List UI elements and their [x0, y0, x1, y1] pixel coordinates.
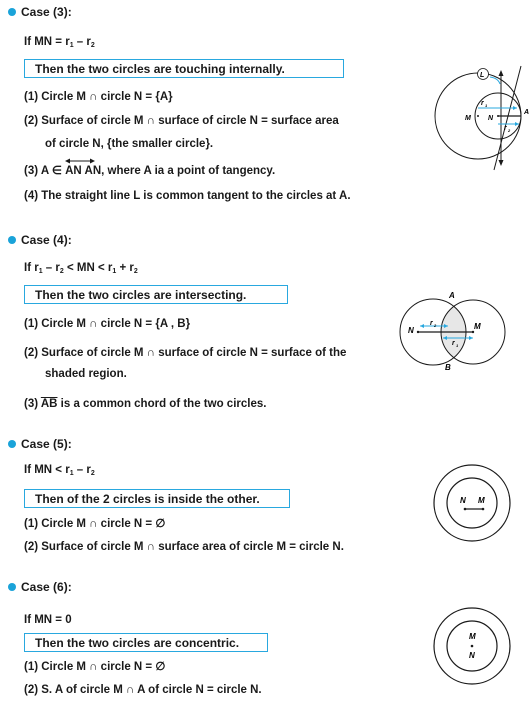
case6-item1: (1) Circle M ∩ circle N = ∅: [24, 661, 166, 673]
case5-boxed-statement: Then of the 2 circles is inside the other.: [24, 489, 290, 508]
case3-condition: If MN = $r_1 - r_2$: [24, 36, 95, 49]
label-m: M: [478, 496, 485, 505]
case4-boxed-statement: Then the two circles are intersecting.: [24, 285, 288, 304]
case5-item2: (2) Surface of circle M ∩ surface area of circle M = circle N.: [24, 541, 344, 553]
label-n: N: [488, 115, 494, 122]
chord-ab: $\overline{AB}$: [40, 398, 58, 410]
label-a: A: [449, 291, 455, 300]
svg-text:2: 2: [508, 128, 511, 133]
case5-figure: [432, 463, 512, 543]
case6-boxed-statement: Then the two circles are concentric.: [24, 633, 268, 652]
bullet-icon: [8, 236, 16, 244]
case4-figure: [400, 292, 510, 372]
svg-text:1: 1: [485, 103, 488, 108]
label-l: L: [480, 72, 485, 79]
label-n: N: [408, 326, 414, 335]
case3-item3: (3) A ∈ AN AN, where A ia a point of tangency.: [24, 163, 275, 177]
case6-figure: [432, 606, 512, 686]
case4-heading: Case (4):: [8, 233, 72, 247]
label-a: A: [524, 109, 530, 116]
svg-text:1: 1: [456, 343, 459, 348]
case3-item4: (4) The straight line L is common tangent to the circles at A.: [24, 190, 351, 202]
label-r1: r: [481, 100, 484, 107]
label-m: M: [469, 632, 476, 641]
bullet-icon: [8, 583, 16, 591]
svg-text:2: 2: [434, 323, 437, 328]
case3-item2-cont: of circle N, {the smaller circle}.: [45, 138, 214, 150]
label-r2: r: [430, 320, 433, 327]
bullet-icon: [8, 440, 16, 448]
case6-condition: If MN = 0: [24, 614, 72, 626]
case3-figure: [428, 68, 531, 178]
case4-condition: If $r_1 - r_2$ < MN < $r_1 + r_2$: [24, 262, 138, 275]
case3-item1: (1) Circle M ∩ circle N = {A}: [24, 91, 173, 103]
case3-item2: (2) Surface of circle M ∩ surface of circle N = surface area: [24, 115, 339, 127]
case5-item1: (1) Circle M ∩ circle N = ∅: [24, 518, 166, 530]
case6-heading: Case (6):: [8, 580, 72, 594]
case5-heading: Case (5):: [8, 437, 72, 451]
case4-item1: (1) Circle M ∩ circle N = {A , B}: [24, 318, 191, 330]
label-m: M: [474, 322, 481, 331]
label-r2: r: [504, 125, 507, 132]
case3-boxed-statement: Then the two circles are touching internally.: [24, 59, 344, 78]
case6-item2: (2) S. A of circle M ∩ A of circle N = circle N.: [24, 684, 262, 696]
case4-item2-cont: shaded region.: [45, 368, 127, 380]
double-arrow-icon: [65, 157, 95, 165]
label-m: M: [465, 115, 471, 122]
case4-item2: (2) Surface of circle M ∩ surface of circle N = surface of the: [24, 347, 347, 359]
label-n: N: [469, 651, 475, 660]
case3-heading: Case (3):: [8, 5, 72, 19]
bullet-icon: [8, 8, 16, 16]
label-r1: r: [452, 340, 455, 347]
label-b: B: [445, 363, 451, 372]
ray-an: AN: [65, 165, 82, 177]
case4-item3: (3) $\overline{AB}$ is a common chord of the two circles.: [24, 398, 267, 410]
label-n: N: [460, 496, 466, 505]
case5-condition: If MN < $r_1 - r_2$: [24, 464, 95, 477]
